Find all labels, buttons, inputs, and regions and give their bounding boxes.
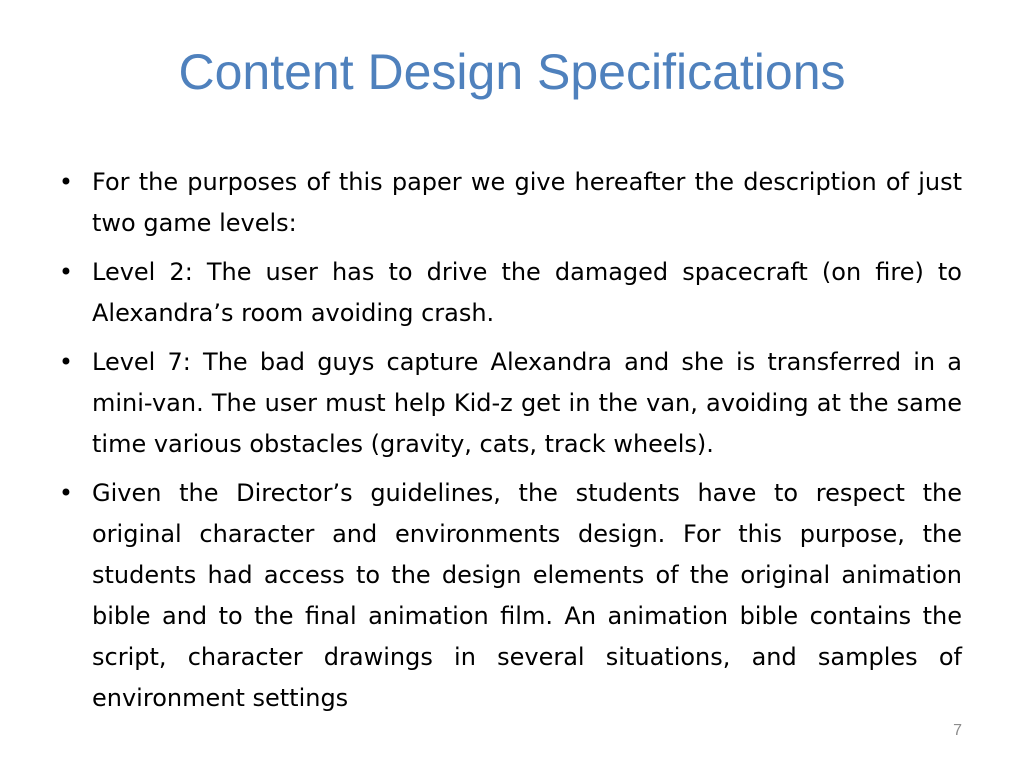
bullet-item [56,252,962,334]
bullet-icon: • [58,479,74,507]
bullet-icon: • [58,168,74,196]
bullet-text: Given the Director’s guidelines, the students have to respect the original character and environments design. For this purpose, the students had access to the design elements of the original animation bible and to the final animation film. An animation bible contains the script, character drawings in several situations, and samples of environment settings [92,479,962,712]
bullet-item [56,162,962,244]
bullet-text: Level 2: The user has to drive the damaged spacecraft (on fire) to Alexandra’s room avoiding crash. [92,258,962,327]
bullet-text: Level 7: The bad guys capture Alexandra and she is transferred in a mini-van. The user must help Kid-z get in the van, avoiding at the same time various obstacles (gravity, cats, track wheels). [92,348,962,458]
bullet-item [56,342,962,465]
bullet-icon: • [58,348,74,376]
bullet-item [56,473,962,719]
page-number: 7 [953,722,962,739]
slide-title: Content Design Specifications [178,44,846,100]
bullet-icon: • [58,258,74,286]
bullet-text: For the purposes of this paper we give hereafter the description of just two game levels: [92,168,962,237]
bullet-list [56,162,962,727]
